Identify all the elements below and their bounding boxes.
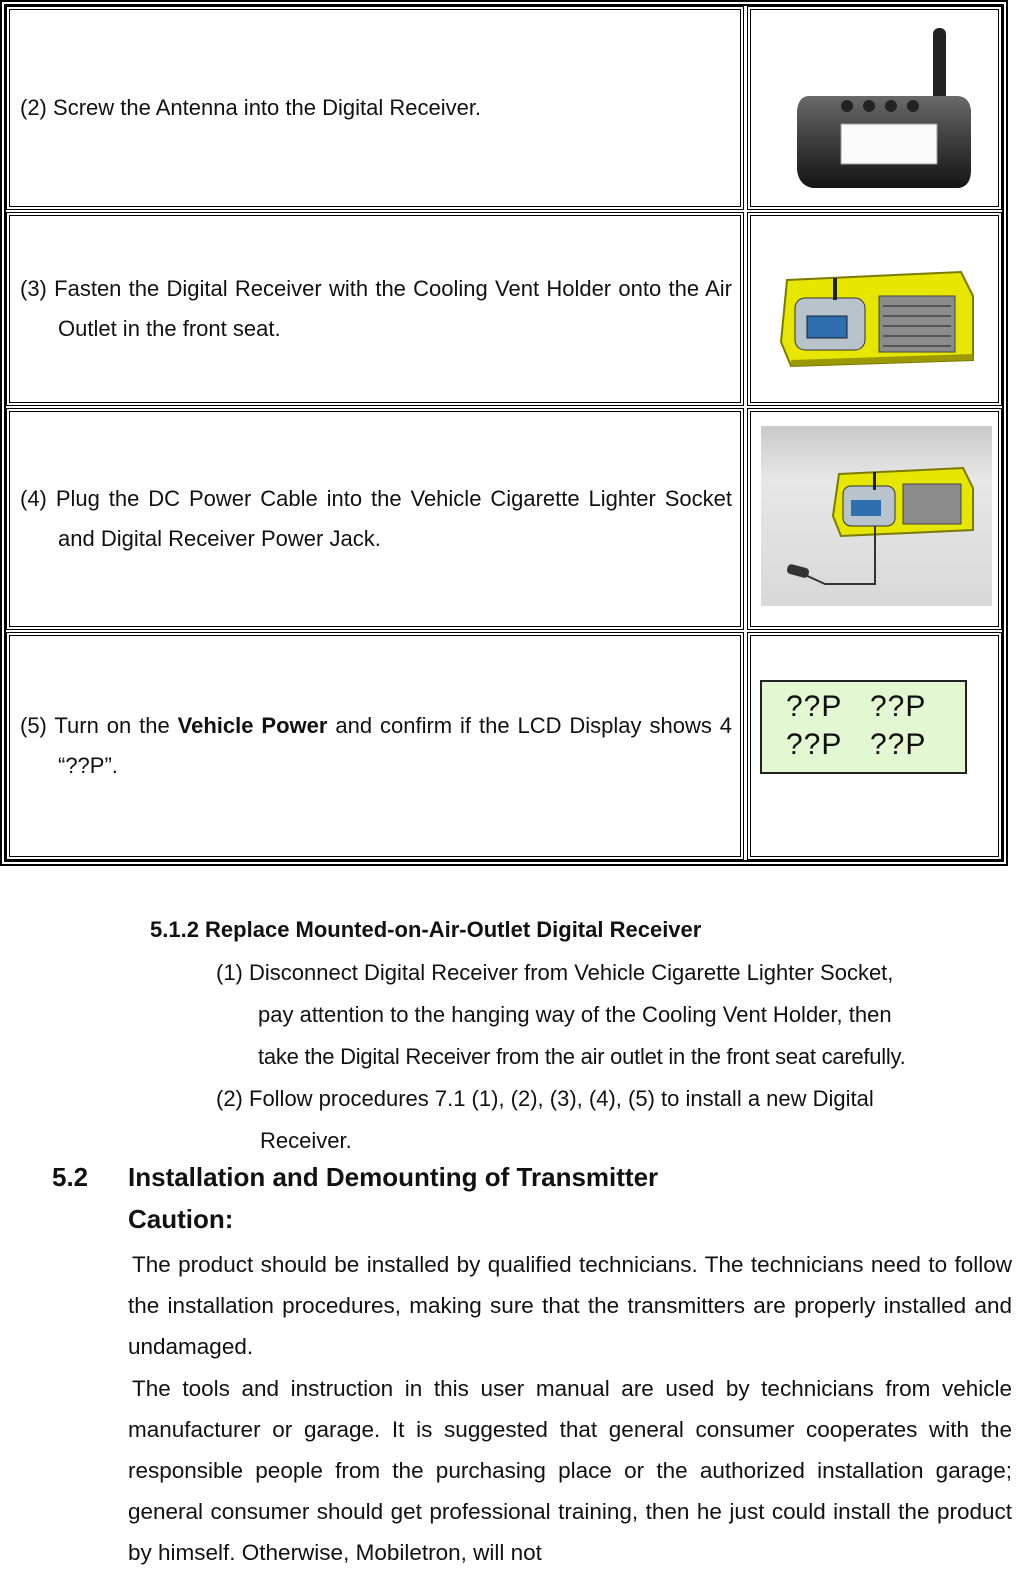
step-number: (2) bbox=[20, 95, 47, 120]
caution-paragraph-2: The tools and instruction in this user manual are used by technicians from vehicle manufacturer or garage. It is suggested that general consumer cooperates with the responsible people from the purchasing place or the authorized installation garage; general consumer should get professional training, then he just could install the product by himself. Otherwise, Mobiletron, will not bbox=[128, 1376, 1012, 1565]
subsection-heading: 5.1.2 Replace Mounted-on-Air-Outlet Digital Receiver bbox=[150, 917, 702, 942]
subsection-item-2-cont bbox=[260, 1120, 1012, 1162]
vehicle-power-emphasis: Vehicle Power bbox=[177, 713, 328, 738]
receiver-button bbox=[841, 100, 853, 112]
subsection-item-1-cont bbox=[258, 994, 1012, 1078]
step-image-cell bbox=[747, 212, 1002, 406]
receiver-screen bbox=[807, 316, 847, 338]
step-text bbox=[20, 479, 732, 559]
step-text bbox=[20, 706, 732, 786]
step-image-cell bbox=[747, 408, 1002, 630]
receiver-on-air-outlet-figure bbox=[751, 216, 998, 402]
receiver-button bbox=[885, 100, 897, 112]
receiver-button bbox=[863, 100, 875, 112]
step-text bbox=[20, 269, 732, 349]
receiver-with-power-cable-figure bbox=[751, 412, 998, 626]
step-text-cell bbox=[6, 408, 744, 630]
step-number: (3) bbox=[20, 276, 47, 301]
item-line: pay attention to the hanging way of the Cooling Vent Holder, then bbox=[258, 1002, 892, 1027]
step-number: (5) bbox=[20, 713, 47, 738]
receiver-screen bbox=[841, 124, 937, 164]
step-description: and confirm if the LCD Display bbox=[327, 713, 642, 738]
lcd-value: ??P bbox=[870, 728, 927, 761]
lcd-value: ??P bbox=[786, 690, 843, 723]
vent-grille bbox=[879, 296, 955, 352]
step-text-cell bbox=[6, 212, 744, 406]
item-line: take the Digital Receiver from the air outlet in the front seat carefully. bbox=[258, 1044, 906, 1069]
step-text-cell bbox=[6, 632, 744, 860]
step-description: the Air Outlet in the front seat. bbox=[58, 276, 732, 341]
item-line: (1) Disconnect Digital Receiver from Vehicle Cigarette Lighter Socket, bbox=[216, 960, 894, 985]
caution-paragraph-1: The product should be installed by qualified technicians. The technicians need to follow the installation procedures, making sure that the transmitters are properly installed and undamaged. bbox=[128, 1252, 1012, 1359]
step-number: (4) bbox=[20, 486, 47, 511]
vent-grille bbox=[903, 484, 961, 524]
step-description: shows 4 “??P”. bbox=[58, 713, 733, 778]
step-description: Turn on the bbox=[54, 713, 178, 738]
step-description: Screw the Antenna into the Digital Receiver. bbox=[53, 95, 482, 120]
item-line: Receiver. bbox=[260, 1128, 352, 1153]
subsection-item-2 bbox=[216, 1078, 1012, 1120]
step-image-cell bbox=[747, 6, 1002, 210]
step-row-4 bbox=[6, 408, 1002, 630]
step-description: Plug the DC Power Cable into the Vehicle Cigarette Lighter bbox=[55, 486, 656, 511]
section-title: Installation and Demounting of Transmitter bbox=[128, 1162, 659, 1192]
step-description: Fasten the Digital Receiver with the Cooling Vent Holder onto bbox=[54, 276, 662, 301]
step-description: Socket and Digital Receiver Power Jack. bbox=[58, 486, 732, 551]
lcd-display-figure bbox=[760, 680, 967, 774]
lcd-value: ??P bbox=[870, 690, 927, 723]
item-line: (2) Follow procedures 7.1 (1), (2), (3), (4), (5) to install a new Digital bbox=[216, 1086, 874, 1111]
receiver-button bbox=[907, 100, 919, 112]
antenna bbox=[833, 278, 837, 300]
section-number: 5.2 bbox=[52, 1162, 89, 1192]
step-text-cell bbox=[6, 6, 744, 210]
antenna bbox=[873, 472, 876, 490]
lcd-value: ??P bbox=[786, 728, 843, 761]
step-text bbox=[20, 88, 732, 128]
caution-label: Caution: bbox=[128, 1204, 234, 1234]
step-row-3 bbox=[6, 212, 1002, 406]
receiver-with-antenna-figure bbox=[751, 10, 998, 206]
receiver-screen bbox=[851, 500, 881, 516]
step-row-2 bbox=[6, 6, 1002, 210]
subsection-item-1 bbox=[216, 952, 1012, 994]
